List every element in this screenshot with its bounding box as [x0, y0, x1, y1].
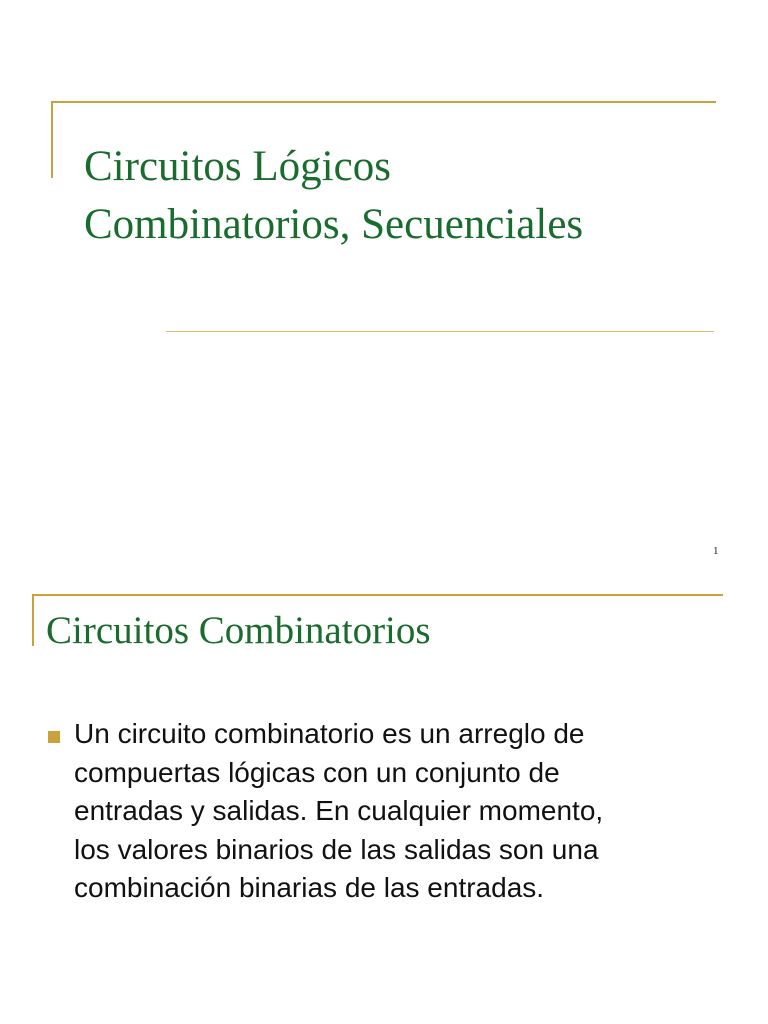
slide2-title: Circuitos Combinatorios — [46, 609, 431, 652]
slide1-title-underline — [166, 331, 714, 332]
slide2-top-rule — [32, 594, 723, 596]
slide1-title — [84, 138, 724, 254]
page-number: 1 — [713, 545, 719, 557]
bullet-list — [44, 715, 744, 908]
slide1-top-rule — [51, 101, 716, 103]
bullet-text — [74, 715, 744, 908]
slide1-title-line-2: Combinatorios, Secuenciales — [84, 201, 584, 248]
bullet-item — [44, 715, 744, 908]
slide1-title-line-1: Circuitos Lógicos — [84, 143, 391, 190]
square-bullet-icon — [48, 731, 60, 743]
bullet-text-line-4: los valores binarios de las salidas son una — [74, 833, 599, 865]
bullet-text-line-5: combinación binarias de las entradas. — [74, 872, 545, 903]
bullet-text-line-2: compuertas lógicas con un conjunto de — [74, 756, 560, 788]
bullet-text-line-1: Un circuito combinatorio es un arreglo de — [74, 718, 585, 749]
bullet-text-line-3: entradas y salidas. En cualquier momento, — [74, 795, 604, 826]
slide2-left-rule — [32, 594, 34, 646]
slide1-left-rule — [51, 101, 53, 178]
